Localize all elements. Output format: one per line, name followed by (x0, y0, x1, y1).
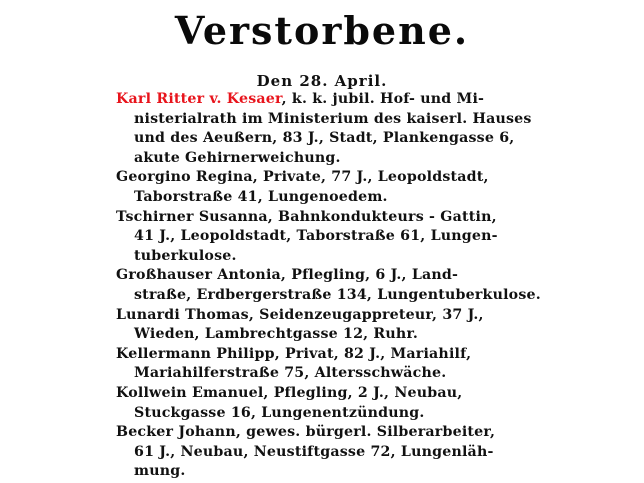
obituary-entry (116, 208, 498, 267)
obituary-entry (116, 266, 541, 305)
obituary-entry (116, 384, 498, 423)
entry-line: Tschirner Susanna, Bahnkondukteurs - Gattin, (116, 208, 497, 225)
entry-line: Becker Johann, gewes. bürgerl. Silberarbeiter, (116, 424, 496, 441)
entry-line: nisterialrath im Ministerium des kaiserl. Hauses (134, 110, 532, 127)
entry-line (116, 90, 498, 110)
entry-line: mung. (134, 463, 186, 480)
dateline: Den 28. April. (256, 72, 388, 90)
entry-line: Stuckgasse 16, Lungenentzündung. (134, 404, 425, 421)
obituary-entry (116, 306, 498, 345)
obituary-entry (116, 90, 532, 168)
entry-line: Georgino Regina, Private, 77 J., Leopoldstadt, (116, 169, 489, 186)
entry-line: Wieden, Lambrechtgasse 12, Ruhr. (134, 326, 418, 343)
entry-line: Lunardi Thomas, Seidenzeugappreteur, 37 J., (116, 306, 484, 323)
entry-line: Großhauser Antonia, Pflegling, 6 J., Land- (116, 267, 459, 284)
entry-line: Kellermann Philipp, Privat, 82 J., Mariahilf, (116, 345, 472, 362)
entry-line: 61 J., Neubau, Neustiftgasse 72, Lungenläh- (134, 443, 494, 460)
entry-text: , k. k. jubil. Hof- und Mi- (281, 91, 485, 107)
entry-line: Mariahilferstraße 75, Altersschwäche. (134, 365, 447, 382)
entry-line: 41 J., Leopoldstadt, Taborstraße 61, Lungen- (134, 228, 498, 245)
entry-line: straße, Erdbergerstraße 134, Lungentuberkulose. (134, 286, 541, 303)
entry-line: Kollwein Emanuel, Pflegling, 2 J., Neubau, (116, 384, 463, 401)
obituary-list (116, 90, 541, 482)
obituary-entry (116, 168, 498, 207)
obituary-entry (116, 345, 498, 384)
section-heading: Verstorbene. (174, 8, 470, 53)
highlighted-name: Karl Ritter v. Kesaer (116, 91, 282, 107)
entry-line: Taborstraße 41, Lungenoedem. (134, 188, 388, 205)
entry-line: und des Aeußern, 83 J., Stadt, Plankengasse 6, (134, 130, 515, 147)
obituary-entry (116, 423, 498, 482)
entry-line: tuberkulose. (134, 247, 237, 264)
entry-line: akute Gehirnerweichung. (134, 149, 341, 166)
